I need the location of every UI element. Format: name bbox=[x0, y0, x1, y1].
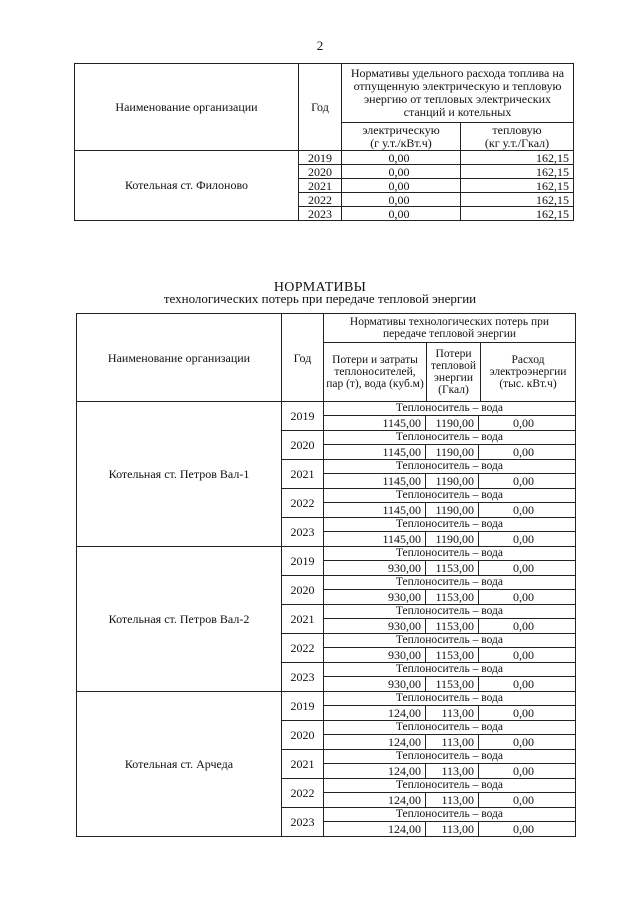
table-row bbox=[75, 151, 574, 165]
fuel-norms-table bbox=[74, 63, 574, 221]
table-row bbox=[77, 547, 576, 576]
carrier-loss-value: 124,00 bbox=[324, 735, 426, 749]
heat-loss-value: 113,00 bbox=[426, 793, 479, 807]
carrier-label: Теплоноситель – вода bbox=[324, 431, 575, 445]
power-use-value: 0,00 bbox=[513, 503, 534, 517]
header-org: Наименование организации bbox=[77, 314, 282, 402]
heat-norm-cell: 162,15 bbox=[461, 151, 574, 165]
heat-loss-value: 1190,00 bbox=[426, 445, 479, 459]
header-year: Год bbox=[282, 314, 324, 402]
year-cell: 2021 bbox=[282, 750, 324, 779]
heat-loss-value: 113,00 bbox=[426, 764, 479, 778]
heat-norm-cell: 162,15 bbox=[461, 193, 574, 207]
power-use-value: 0,00 bbox=[513, 735, 534, 749]
year-cell: 2022 bbox=[299, 193, 342, 207]
year-cell: 2022 bbox=[282, 779, 324, 808]
year-cell: 2023 bbox=[282, 518, 324, 547]
carrier-loss-value: 930,00 bbox=[324, 677, 426, 691]
year-cell: 2021 bbox=[282, 605, 324, 634]
carrier-loss-value: 930,00 bbox=[324, 619, 426, 633]
org-name: Котельная ст. Петров Вал-2 bbox=[77, 547, 282, 692]
electric-norm-cell: 0,00 bbox=[342, 193, 461, 207]
heat-loss-value: 113,00 bbox=[426, 735, 479, 749]
loss-values-cell bbox=[324, 605, 576, 634]
header-power-use: Расход электроэнергии (тыс. кВт.ч) bbox=[481, 343, 576, 402]
heat-loss-value: 1190,00 bbox=[426, 474, 479, 488]
heat-norm-cell: 162,15 bbox=[461, 165, 574, 179]
header-electric: электрическую (г у.т./кВт.ч) bbox=[342, 123, 461, 151]
carrier-label: Теплоноситель – вода bbox=[324, 634, 575, 648]
carrier-label: Теплоноситель – вода bbox=[324, 402, 575, 416]
power-use-value: 0,00 bbox=[513, 793, 534, 807]
year-cell: 2019 bbox=[282, 547, 324, 576]
electric-norm-cell: 0,00 bbox=[342, 207, 461, 221]
year-cell: 2022 bbox=[282, 634, 324, 663]
heat-loss-value: 1153,00 bbox=[426, 677, 479, 691]
power-use-value: 0,00 bbox=[513, 677, 534, 691]
section-subtitle: технологических потерь при передаче тепловой энергии bbox=[163, 291, 477, 306]
org-name: Котельная ст. Петров Вал-1 bbox=[77, 402, 282, 547]
electric-norm-cell: 0,00 bbox=[342, 179, 461, 193]
electric-norm-cell: 0,00 bbox=[342, 165, 461, 179]
year-cell: 2022 bbox=[282, 489, 324, 518]
carrier-label: Теплоноситель – вода bbox=[324, 808, 575, 822]
power-use-value: 0,00 bbox=[513, 532, 534, 546]
heat-loss-value: 113,00 bbox=[426, 822, 479, 836]
section-title: НОРМАТИВЫ bbox=[273, 280, 367, 295]
year-cell: 2019 bbox=[282, 402, 324, 431]
carrier-label: Теплоноситель – вода bbox=[324, 460, 575, 474]
year-cell: 2023 bbox=[282, 663, 324, 692]
heat-loss-value: 1153,00 bbox=[426, 590, 479, 604]
page-number: 2 bbox=[316, 38, 324, 53]
year-cell: 2020 bbox=[282, 576, 324, 605]
heat-loss-value: 1153,00 bbox=[426, 648, 479, 662]
heat-loss-value: 1190,00 bbox=[426, 503, 479, 517]
org-name: Котельная ст. Арчеда bbox=[77, 692, 282, 837]
loss-values-cell bbox=[324, 721, 576, 750]
heat-loss-value: 1190,00 bbox=[426, 416, 479, 430]
carrier-loss-value: 124,00 bbox=[324, 764, 426, 778]
header-loss-norm: Нормативы технологических потерь при передаче тепловой энергии bbox=[324, 314, 576, 343]
power-use-value: 0,00 bbox=[513, 822, 534, 836]
year-cell: 2020 bbox=[282, 431, 324, 460]
carrier-label: Теплоноситель – вода bbox=[324, 518, 575, 532]
carrier-loss-value: 930,00 bbox=[324, 648, 426, 662]
loss-values-cell bbox=[324, 808, 576, 837]
power-use-value: 0,00 bbox=[513, 561, 534, 575]
header-fuel-norm: Нормативы удельного расхода топлива на отпущенную электрическую и тепловую энергию от тепловых электрических станций и котельных bbox=[342, 64, 574, 123]
heat-norm-cell: 162,15 bbox=[461, 207, 574, 221]
carrier-loss-value: 1145,00 bbox=[324, 503, 426, 517]
table-row bbox=[77, 402, 576, 431]
power-use-value: 0,00 bbox=[513, 474, 534, 488]
electric-norm-cell: 0,00 bbox=[342, 151, 461, 165]
carrier-loss-value: 1145,00 bbox=[324, 445, 426, 459]
carrier-label: Теплоноситель – вода bbox=[324, 605, 575, 619]
carrier-label: Теплоноситель – вода bbox=[324, 576, 575, 590]
heat-loss-value: 1153,00 bbox=[426, 561, 479, 575]
year-cell: 2019 bbox=[299, 151, 342, 165]
header-heat: тепловую (кг у.т./Гкал) bbox=[461, 123, 574, 151]
power-use-value: 0,00 bbox=[513, 619, 534, 633]
carrier-loss-value: 1145,00 bbox=[324, 532, 426, 546]
heat-loss-value: 1153,00 bbox=[426, 619, 479, 633]
loss-values-cell bbox=[324, 634, 576, 663]
header-carrier-losses: Потери и затраты теплоносителей, пар (т), вода (куб.м) bbox=[324, 343, 427, 402]
loss-values-cell bbox=[324, 692, 576, 721]
loss-values-cell bbox=[324, 663, 576, 692]
loss-values-cell bbox=[324, 518, 576, 547]
year-cell: 2023 bbox=[299, 207, 342, 221]
heat-norm-cell: 162,15 bbox=[461, 179, 574, 193]
loss-norms-table bbox=[76, 313, 576, 837]
loss-values-cell bbox=[324, 779, 576, 808]
carrier-label: Теплоноситель – вода bbox=[324, 547, 575, 561]
loss-values-cell bbox=[324, 576, 576, 605]
header-year: Год bbox=[299, 64, 342, 151]
power-use-value: 0,00 bbox=[513, 590, 534, 604]
loss-values-cell bbox=[324, 750, 576, 779]
carrier-label: Теплоноситель – вода bbox=[324, 489, 575, 503]
power-use-value: 0,00 bbox=[513, 648, 534, 662]
header-org: Наименование организации bbox=[75, 64, 299, 151]
carrier-label: Теплоноситель – вода bbox=[324, 750, 575, 764]
year-cell: 2019 bbox=[282, 692, 324, 721]
loss-values-cell bbox=[324, 460, 576, 489]
year-cell: 2021 bbox=[282, 460, 324, 489]
year-cell: 2021 bbox=[299, 179, 342, 193]
year-cell: 2023 bbox=[282, 808, 324, 837]
loss-values-cell bbox=[324, 547, 576, 576]
carrier-loss-value: 930,00 bbox=[324, 590, 426, 604]
carrier-loss-value: 124,00 bbox=[324, 793, 426, 807]
org-name: Котельная ст. Филоново bbox=[75, 151, 299, 221]
carrier-loss-value: 124,00 bbox=[324, 822, 426, 836]
carrier-label: Теплоноситель – вода bbox=[324, 663, 575, 677]
loss-values-cell bbox=[324, 431, 576, 460]
year-cell: 2020 bbox=[299, 165, 342, 179]
table-row bbox=[77, 692, 576, 721]
carrier-label: Теплоноситель – вода bbox=[324, 692, 575, 706]
carrier-loss-value: 1145,00 bbox=[324, 416, 426, 430]
heat-loss-value: 1190,00 bbox=[426, 532, 479, 546]
carrier-loss-value: 930,00 bbox=[324, 561, 426, 575]
power-use-value: 0,00 bbox=[513, 706, 534, 720]
power-use-value: 0,00 bbox=[513, 445, 534, 459]
power-use-value: 0,00 bbox=[513, 764, 534, 778]
carrier-loss-value: 124,00 bbox=[324, 706, 426, 720]
header-heat-losses: Потери тепловой энергии (Гкал) bbox=[427, 343, 481, 402]
year-cell: 2020 bbox=[282, 721, 324, 750]
heat-loss-value: 113,00 bbox=[426, 706, 479, 720]
loss-values-cell bbox=[324, 489, 576, 518]
carrier-loss-value: 1145,00 bbox=[324, 474, 426, 488]
carrier-label: Теплоноситель – вода bbox=[324, 779, 575, 793]
power-use-value: 0,00 bbox=[513, 416, 534, 430]
loss-values-cell bbox=[324, 402, 576, 431]
carrier-label: Теплоноситель – вода bbox=[324, 721, 575, 735]
